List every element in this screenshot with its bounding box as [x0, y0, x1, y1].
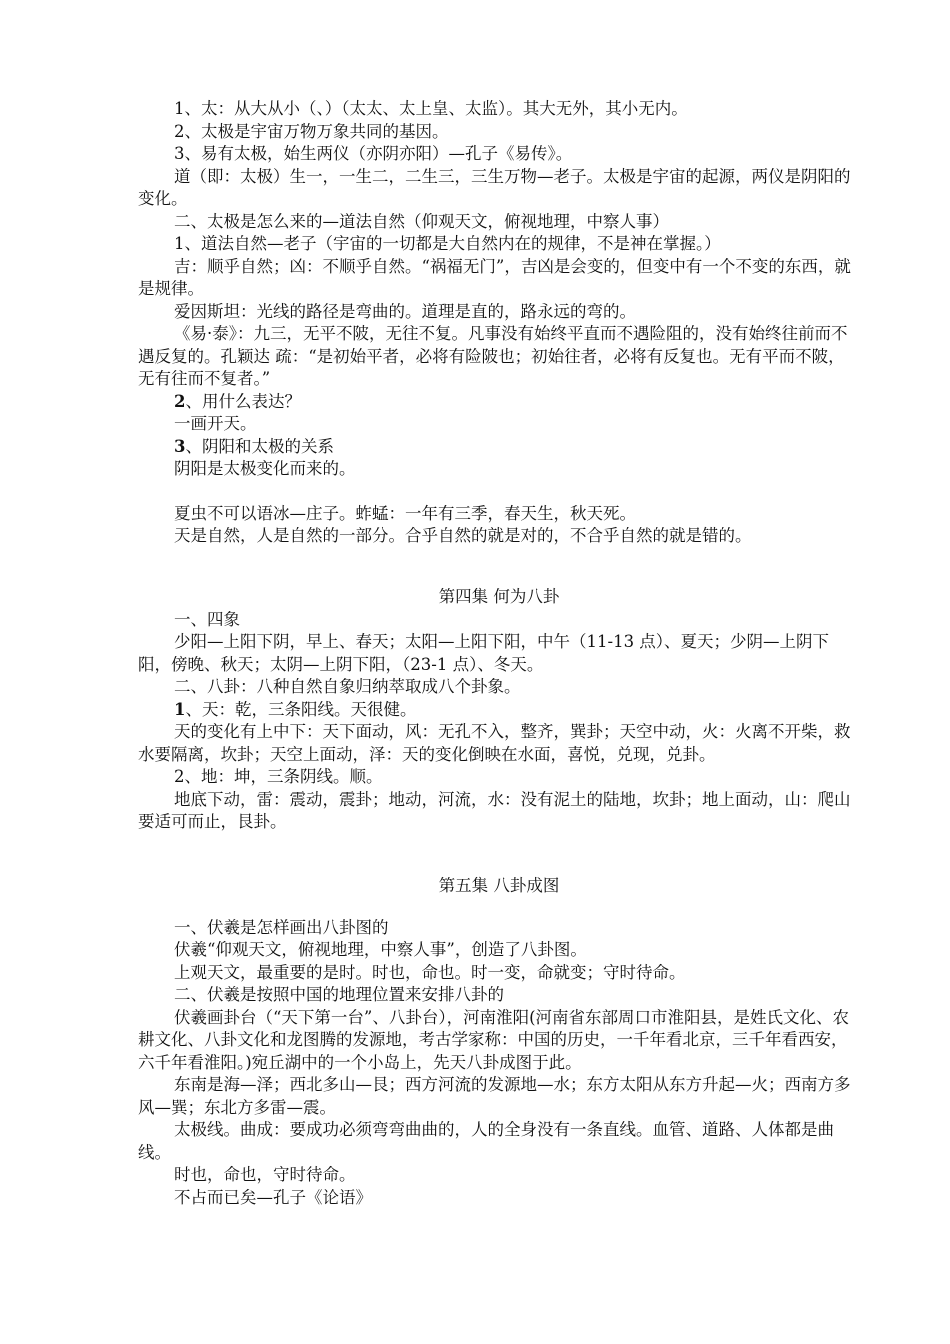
paragraph: 时也，命也，守时待命。	[174, 1165, 356, 1184]
paragraph: 阴阳是太极变化而来的。	[174, 459, 356, 478]
paragraph: 东南是海—泽；西北多山—艮；西方河流的发源地—水；东方太阳从东方升起—火；西南方多风—巽；东北方多雷—震。	[138, 1075, 851, 1117]
paragraph: 伏羲画卦台（“天下第一台”、八卦台），河南淮阳(河南省东部周口市淮阳县，是姓氏文化、农耕文化、八卦文化和龙图腾的发源地，考古学家称：中国的历史，一千年看北京，三千年看西安，六千年看淮阳。)宛丘湖中的一个小岛上，先天八卦成图于此。	[138, 1007, 850, 1072]
item-text: 、用什么表达？	[185, 391, 301, 411]
paragraph: 不占而已矣—孔子《论语》	[174, 1187, 372, 1207]
paragraph: 1、道法自然—老子（宇宙的一切都是大自然内在的规律，不是神在掌握。）	[174, 234, 721, 253]
section-title: 第四集 何为八卦	[438, 587, 560, 606]
paragraph: 2、地：坤，三条阴线。顺。	[174, 767, 383, 786]
paragraph: 道（即：太极）生一，一生二，二生三，三生万物—老子。太极是宇宙的起源，两仪是阴阳的变化。	[138, 166, 851, 208]
paragraph: 一、伏羲是怎样画出八卦图的	[174, 917, 389, 937]
paragraph: 一、四象	[174, 609, 240, 629]
paragraph: 一画开天。	[174, 414, 257, 433]
item-number: 3	[174, 436, 186, 456]
paragraph: 2、太极是宇宙万物万象共同的基因。	[174, 121, 449, 141]
item-text: 、天：乾，三条阳线。天很健。	[185, 699, 417, 719]
paragraph: 天是自然，人是自然的一部分。合乎自然的就是对的，不合乎自然的就是错的。	[174, 526, 752, 545]
paragraph: 上观天文，最重要的是时。时也，命也。时一变，命就变；守时待命。	[174, 962, 686, 982]
section-bagua	[138, 586, 860, 834]
paragraph: 《易·泰》：九三，无平不陂，无往不复。凡事没有始终平直而不遇险阻的，没有始终往前而不遇反复的。孔颖达 疏：“是初始平者，必将有险陂也；初始往者，必将有反复也。无有平而不陂，无有往而不复者。”	[138, 324, 848, 388]
section-taiji	[138, 98, 860, 548]
item-number: 1	[174, 699, 186, 719]
paragraph: 天的变化有上中下：天下面动，风：无孔不入，整齐，巽卦；天空中动，火：火离不开柴，救水要隔离，坎卦；天空上面动，泽：天的变化倒映在水面，喜悦，兑现，兑卦。	[138, 722, 851, 764]
paragraph: 夏虫不可以语冰—庄子。蚱蜢：一年有三季，春天生，秋天死。	[174, 503, 636, 523]
paragraph: 吉：顺乎自然；凶：不顺乎自然。“祸福无门”，吉凶是会变的，但变中有一个不变的东西，就是规律。	[138, 256, 851, 298]
paragraph: 爱因斯坦：光线的路径是弯曲的。道理是直的，路永远的弯的。	[174, 301, 636, 321]
paragraph	[138, 436, 860, 459]
paragraph: 少阳—上阳下阴，早上、春天；太阳—上阳下阳，中午（11-13 点）、夏天；少阴—上阴下阳，傍晚、秋天；太阴—上阴下阳，（23-1 点）、冬天。	[138, 632, 830, 674]
paragraph: 伏羲“仰观天文，俯视地理，中察人事”，创造了八卦图。	[174, 940, 587, 959]
paragraph: 二、伏羲是按照中国的地理位置来安排八卦的	[174, 985, 504, 1004]
paragraph: 二、八卦：八种自然自象归纳萃取成八个卦象。	[174, 677, 521, 696]
paragraph: 太极线。曲成：要成功必须弯弯曲曲的，人的全身没有一条直线。血管、道路、人体都是曲线。	[138, 1120, 834, 1162]
paragraph: 1、太：从大从小（、）（太太、太上皇、太监）。其大无外，其小无内。	[174, 99, 688, 118]
paragraph: 二、太极是怎么来的—道法自然（仰观天文，俯视地理，中察人事）	[174, 211, 669, 231]
section-bagua-map	[138, 875, 860, 1209]
section-title: 第五集 八卦成图	[438, 876, 560, 895]
paragraph: 3、易有太极，始生两仪（亦阴亦阳）—孔子《易传》。	[174, 144, 573, 163]
paragraph	[138, 699, 860, 722]
paragraph: 地底下动，雷：震动，震卦；地动，河流，水：没有泥土的陆地，坎卦；地上面动，山：爬山要适可而止，艮卦。	[138, 789, 851, 831]
paragraph	[138, 391, 860, 414]
item-text: 、阴阳和太极的关系	[185, 436, 334, 456]
item-number: 2	[174, 391, 186, 411]
